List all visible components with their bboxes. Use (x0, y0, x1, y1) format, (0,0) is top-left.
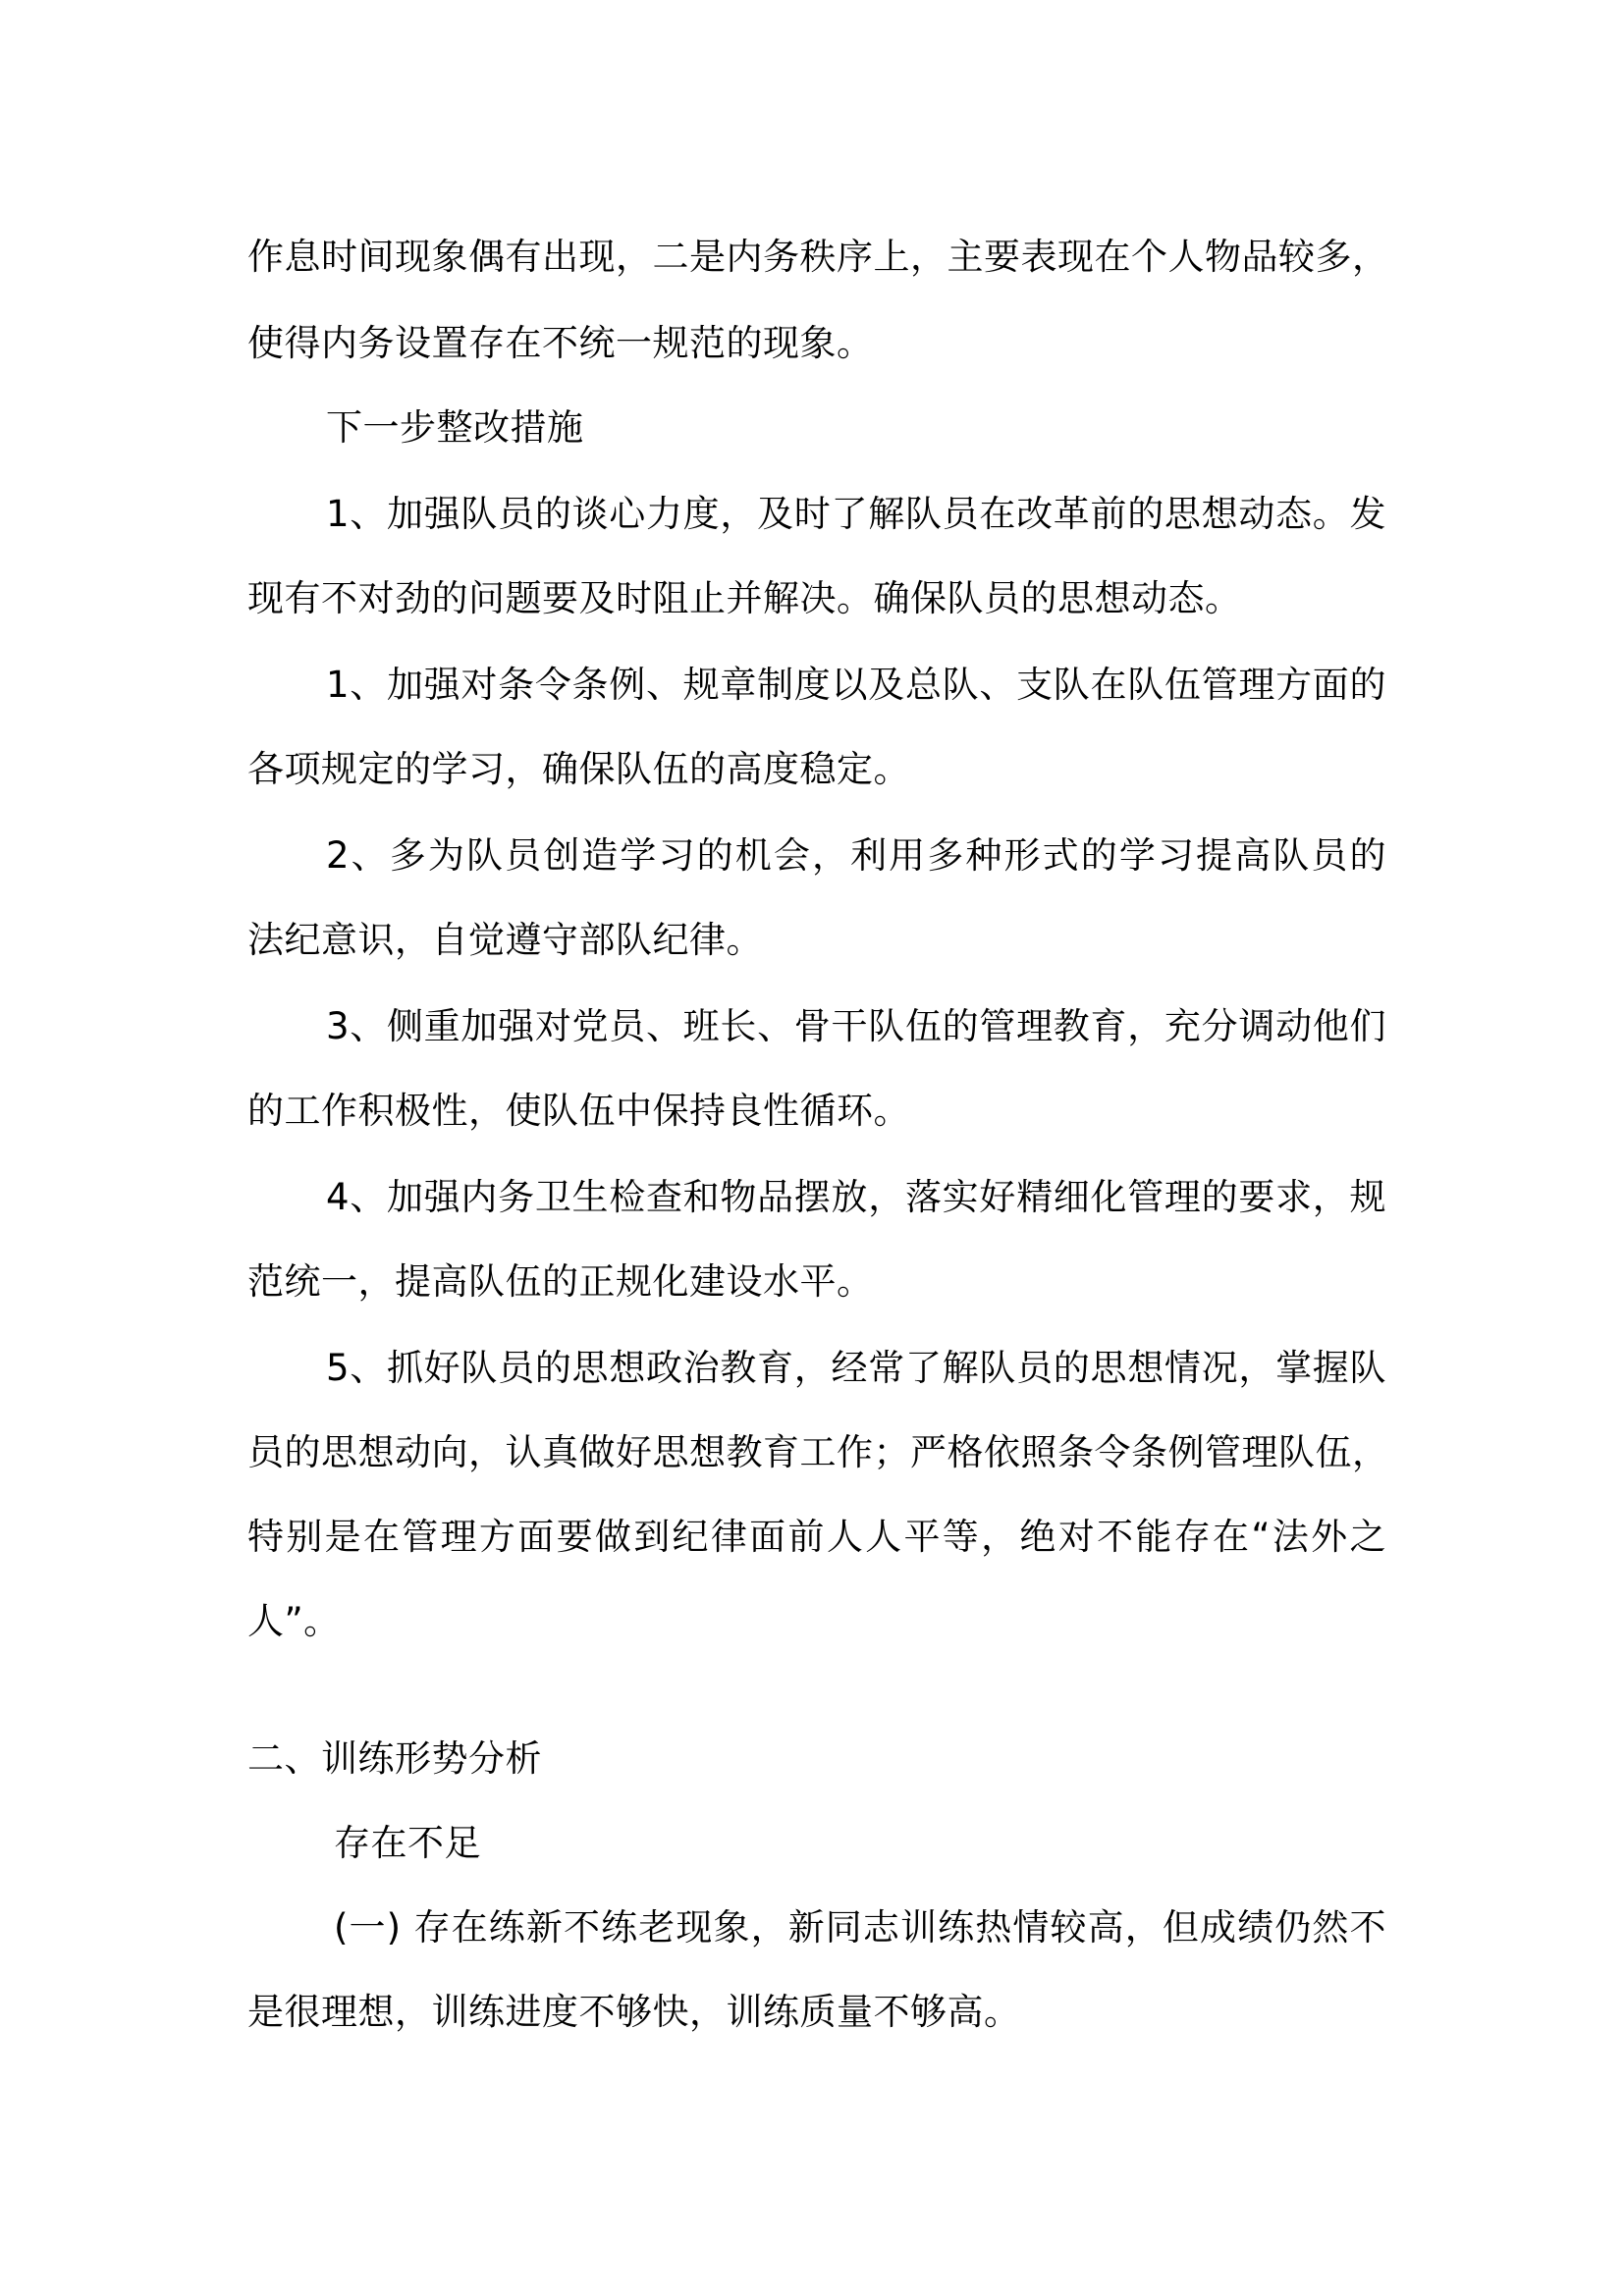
paragraph-line: 作息时间现象偶有出现，二是内务秩序上，主要表现在个人物品较多， (247, 236, 1389, 278)
list-item-line: 2、多为队员创造学习的机会，利用多种形式的学习提高队员的 (326, 834, 1386, 877)
section-heading: 二、训练形势分析 (247, 1737, 542, 1780)
list-item-line: 特别是在管理方面要做到纪律面前人人平等，绝对不能存在“法外之 (247, 1516, 1386, 1558)
paragraph-line: 使得内务设置存在不统一规范的现象。 (247, 322, 874, 364)
list-item-line: 3、侧重加强对党员、班长、骨干队伍的管理教育，充分调动他们 (326, 1005, 1386, 1047)
paragraph-line: 是很理想，训练进度不够快，训练质量不够高。 (247, 1991, 1021, 2033)
list-item-line: 1、加强对条令条例、规章制度以及总队、支队在队伍管理方面的 (326, 664, 1386, 706)
list-item-line: 各项规定的学习，确保队伍的高度稳定。 (247, 748, 910, 790)
section-subheading: 下一步整改措施 (326, 406, 584, 449)
list-item-line: 1、加强队员的谈心力度，及时了解队员在改革前的思想动态。发 (326, 493, 1386, 535)
list-item-line: 4、加强内务卫生检查和物品摆放，落实好精细化管理的要求，规 (326, 1176, 1386, 1218)
paragraph-line: (一) 存在练新不练老现象，新同志训练热情较高，但成绩仍然不 (334, 1906, 1386, 1949)
list-item-line: 5、抓好队员的思想政治教育，经常了解队员的思想情况，掌握队 (326, 1347, 1386, 1389)
list-item-line: 人”。 (247, 1600, 341, 1642)
list-item-line: 法纪意识，自觉遵守部队纪律。 (247, 919, 763, 961)
list-item-line: 的工作积极性，使队伍中保持良性循环。 (247, 1090, 910, 1132)
list-item-line: 员的思想动向，认真做好思想教育工作；严格依照条令条例管理队伍， (247, 1431, 1389, 1473)
section-subheading: 存在不足 (334, 1822, 481, 1864)
list-item-line: 范统一，提高队伍的正规化建设水平。 (247, 1260, 874, 1303)
list-item-line: 现有不对劲的问题要及时阻止并解决。确保队员的思想动态。 (247, 577, 1242, 619)
